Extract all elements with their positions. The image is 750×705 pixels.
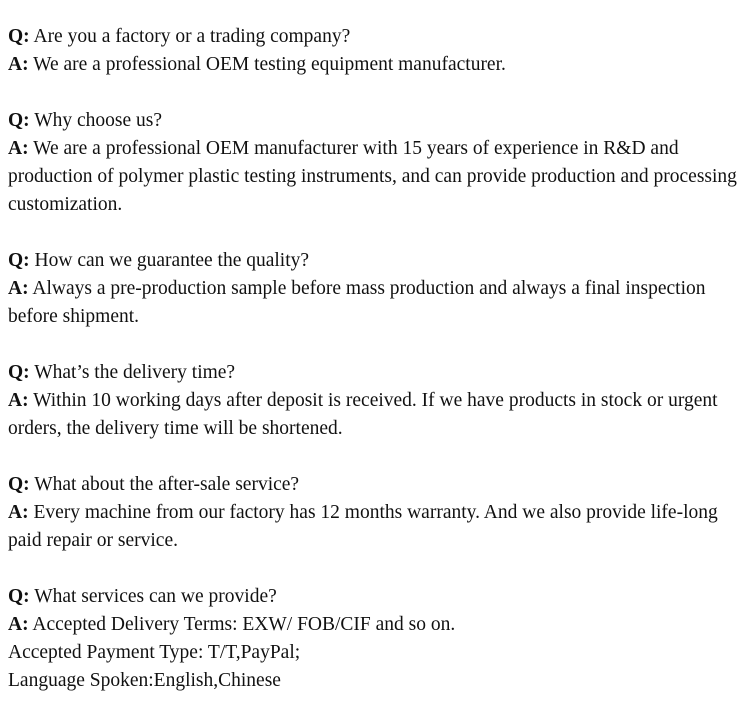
answer-prefix: A: [8,502,29,523]
faq-answer [8,275,742,331]
faq-question [8,583,742,611]
faq-item-after-sale-service [8,471,742,555]
payment-type-line: Accepted Payment Type: T/T,PayPal; [8,642,301,663]
answer-text: We are a professional OEM testing equipment manufacturer. [33,54,506,75]
question-text: What services can we provide? [34,586,277,607]
question-text: Why choose us? [34,110,163,131]
faq-answer [8,51,742,79]
faq-item-factory-or-trading [8,23,742,79]
answer-text: Always a pre-production sample before mass production and always a final inspection before shipment. [8,278,706,327]
faq-question [8,23,742,51]
faq-answer [8,387,742,443]
faq-answer [8,611,742,639]
faq-question [8,107,742,135]
answer-text: Accepted Delivery Terms: EXW/ FOB/CIF and so on. [32,614,456,635]
faq-question [8,359,742,387]
faq-question [8,247,742,275]
answer-text: We are a professional OEM manufacturer with 15 years of experience in R&D and production of polymer plastic testing instruments, and can provide production and processing customization. [8,138,737,215]
answer-prefix: A: [8,138,29,159]
faq-answer [8,135,742,219]
question-text: How can we guarantee the quality? [34,250,310,271]
question-prefix: Q: [8,586,30,607]
answer-text: Within 10 working days after deposit is received. If we have products in stock or urgent orders, the delivery time will be shortened. [8,390,718,439]
question-text: What’s the delivery time? [34,362,236,383]
answer-prefix: A: [8,390,29,411]
question-prefix: Q: [8,474,30,495]
question-prefix: Q: [8,362,30,383]
faq-answer [8,499,742,555]
answer-text: Every machine from our factory has 12 months warranty. And we also provide life-long paid repair or service. [8,502,718,551]
question-text: Are you a factory or a trading company? [33,26,351,47]
faq-question [8,471,742,499]
language-spoken-line: Language Spoken:English,Chinese [8,670,281,691]
answer-prefix: A: [8,614,29,635]
question-text: What about the after-sale service? [34,474,300,495]
faq-item-why-choose-us [8,107,742,219]
faq-item-delivery-time [8,359,742,443]
question-prefix: Q: [8,26,30,47]
faq-item-quality-guarantee [8,247,742,331]
answer-prefix: A: [8,54,29,75]
question-prefix: Q: [8,250,30,271]
answer-prefix: A: [8,278,29,299]
faq-item-services [8,583,742,695]
question-prefix: Q: [8,110,30,131]
